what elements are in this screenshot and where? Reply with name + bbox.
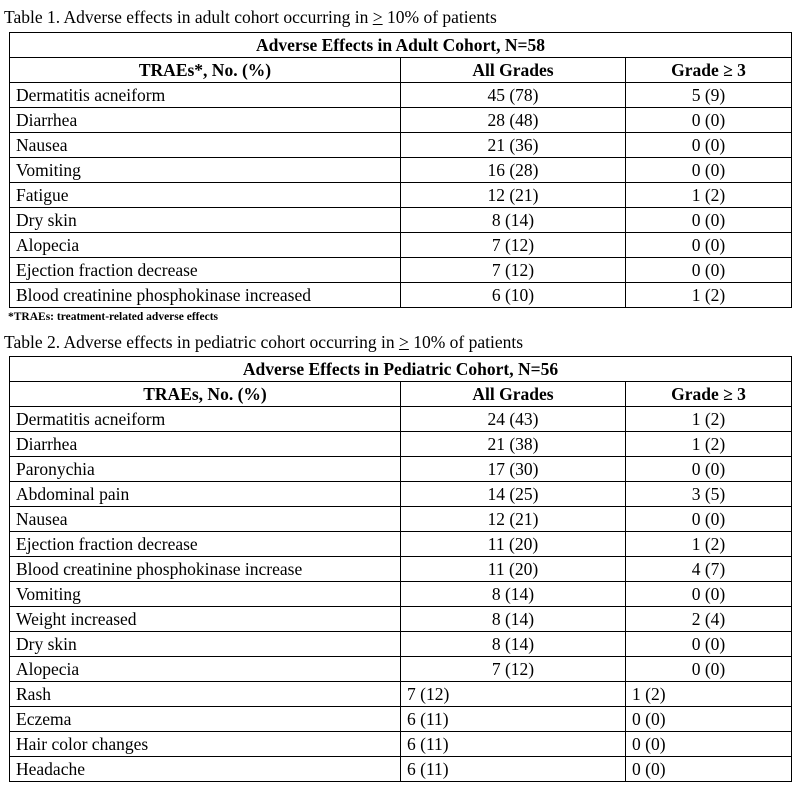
table-row bbox=[10, 283, 792, 308]
table2-title: Adverse Effects in Pediatric Cohort, N=56 bbox=[10, 357, 792, 382]
cell-all-grades: 7 (12) bbox=[401, 657, 626, 682]
cell-grade3: 0 (0) bbox=[626, 707, 792, 732]
table-row bbox=[10, 632, 792, 657]
table-row bbox=[10, 183, 792, 208]
cell-grade3: 0 (0) bbox=[626, 582, 792, 607]
cell-grade3: 0 (0) bbox=[626, 233, 792, 258]
cell-grade3: 0 (0) bbox=[626, 208, 792, 233]
cell-all-grades: 6 (10) bbox=[401, 283, 626, 308]
cell-grade3: 0 (0) bbox=[626, 133, 792, 158]
table-row bbox=[10, 682, 792, 707]
cell-grade3: 1 (2) bbox=[626, 283, 792, 308]
cell-grade3: 0 (0) bbox=[626, 732, 792, 757]
table1-header-traes: TRAEs*, No. (%) bbox=[10, 58, 401, 83]
table-row bbox=[10, 258, 792, 283]
cell-grade3: 0 (0) bbox=[626, 507, 792, 532]
cell-all-grades: 8 (14) bbox=[401, 607, 626, 632]
cell-all-grades: 45 (78) bbox=[401, 83, 626, 108]
table2-caption-suffix: 10% of patients bbox=[408, 332, 524, 352]
table-row bbox=[10, 582, 792, 607]
table2-caption-symbol: > bbox=[398, 332, 409, 352]
cell-adverse-effect: Nausea bbox=[10, 507, 401, 532]
cell-adverse-effect: Alopecia bbox=[10, 657, 401, 682]
cell-grade3: 0 (0) bbox=[626, 632, 792, 657]
table-row bbox=[10, 158, 792, 183]
table-row bbox=[10, 732, 792, 757]
cell-adverse-effect: Dermatitis acneiform bbox=[10, 83, 401, 108]
table-row bbox=[10, 557, 792, 582]
cell-all-grades: 11 (20) bbox=[401, 557, 626, 582]
cell-all-grades: 24 (43) bbox=[401, 407, 626, 432]
cell-grade3: 5 (9) bbox=[626, 83, 792, 108]
table-row bbox=[10, 707, 792, 732]
cell-all-grades: 11 (20) bbox=[401, 532, 626, 557]
cell-all-grades: 7 (12) bbox=[401, 233, 626, 258]
cell-adverse-effect: Abdominal pain bbox=[10, 482, 401, 507]
cell-grade3: 1 (2) bbox=[626, 532, 792, 557]
table-row bbox=[10, 133, 792, 158]
table1-header-grade3: Grade ≥ 3 bbox=[626, 58, 792, 83]
cell-adverse-effect: Blood creatinine phosphokinase increase bbox=[10, 557, 401, 582]
table-row bbox=[10, 657, 792, 682]
cell-grade3: 0 (0) bbox=[626, 158, 792, 183]
cell-all-grades: 7 (12) bbox=[401, 682, 626, 707]
table-row bbox=[10, 607, 792, 632]
table-row bbox=[10, 757, 792, 782]
cell-adverse-effect: Weight increased bbox=[10, 607, 401, 632]
cell-all-grades: 12 (21) bbox=[401, 507, 626, 532]
cell-all-grades: 21 (38) bbox=[401, 432, 626, 457]
cell-adverse-effect: Rash bbox=[10, 682, 401, 707]
cell-grade3: 4 (7) bbox=[626, 557, 792, 582]
cell-all-grades: 16 (28) bbox=[401, 158, 626, 183]
cell-adverse-effect: Vomiting bbox=[10, 158, 401, 183]
table-row bbox=[10, 507, 792, 532]
cell-grade3: 0 (0) bbox=[626, 757, 792, 782]
cell-grade3: 1 (2) bbox=[626, 407, 792, 432]
cell-all-grades: 17 (30) bbox=[401, 457, 626, 482]
table-row bbox=[10, 432, 792, 457]
cell-adverse-effect: Blood creatinine phosphokinase increased bbox=[10, 283, 401, 308]
cell-all-grades: 6 (11) bbox=[401, 732, 626, 757]
cell-adverse-effect: Dry skin bbox=[10, 632, 401, 657]
cell-adverse-effect: Ejection fraction decrease bbox=[10, 258, 401, 283]
table1-caption-prefix: Table 1. Adverse effects in adult cohort occurring in bbox=[4, 7, 373, 27]
cell-grade3: 2 (4) bbox=[626, 607, 792, 632]
cell-adverse-effect: Headache bbox=[10, 757, 401, 782]
table1-title: Adverse Effects in Adult Cohort, N=58 bbox=[10, 33, 792, 58]
table-row bbox=[10, 482, 792, 507]
cell-all-grades: 7 (12) bbox=[401, 258, 626, 283]
table-row bbox=[10, 108, 792, 133]
cell-grade3: 1 (2) bbox=[626, 432, 792, 457]
cell-adverse-effect: Hair color changes bbox=[10, 732, 401, 757]
table1-footnote: *TRAEs: treatment-related adverse effects bbox=[8, 311, 219, 323]
cell-adverse-effect: Dermatitis acneiform bbox=[10, 407, 401, 432]
table1-caption-symbol: > bbox=[372, 7, 383, 27]
cell-adverse-effect: Vomiting bbox=[10, 582, 401, 607]
cell-all-grades: 28 (48) bbox=[401, 108, 626, 133]
cell-grade3: 0 (0) bbox=[626, 457, 792, 482]
table1-caption bbox=[4, 7, 497, 27]
cell-grade3: 1 (2) bbox=[626, 183, 792, 208]
table-row bbox=[10, 457, 792, 482]
cell-grade3: 0 (0) bbox=[626, 657, 792, 682]
cell-adverse-effect: Diarrhea bbox=[10, 432, 401, 457]
table-row bbox=[10, 208, 792, 233]
cell-adverse-effect: Paronychia bbox=[10, 457, 401, 482]
table2-caption-prefix: Table 2. Adverse effects in pediatric cohort occurring in bbox=[4, 332, 399, 352]
table2-header-traes: TRAEs, No. (%) bbox=[10, 382, 401, 407]
cell-adverse-effect: Fatigue bbox=[10, 183, 401, 208]
cell-grade3: 1 (2) bbox=[626, 682, 792, 707]
cell-all-grades: 6 (11) bbox=[401, 757, 626, 782]
table-row bbox=[10, 532, 792, 557]
cell-grade3: 0 (0) bbox=[626, 258, 792, 283]
table2-caption bbox=[4, 332, 523, 352]
cell-all-grades: 21 (36) bbox=[401, 133, 626, 158]
cell-adverse-effect: Diarrhea bbox=[10, 108, 401, 133]
table1-caption-suffix: 10% of patients bbox=[382, 7, 497, 27]
cell-adverse-effect: Nausea bbox=[10, 133, 401, 158]
table1-header-all-grades: All Grades bbox=[401, 58, 626, 83]
cell-grade3: 0 (0) bbox=[626, 108, 792, 133]
cell-all-grades: 8 (14) bbox=[401, 582, 626, 607]
table2-header-grade3: Grade ≥ 3 bbox=[626, 382, 792, 407]
cell-all-grades: 14 (25) bbox=[401, 482, 626, 507]
cell-all-grades: 8 (14) bbox=[401, 632, 626, 657]
cell-all-grades: 12 (21) bbox=[401, 183, 626, 208]
adult-cohort-table bbox=[9, 32, 792, 308]
table-row bbox=[10, 233, 792, 258]
cell-adverse-effect: Dry skin bbox=[10, 208, 401, 233]
table2-header-all-grades: All Grades bbox=[401, 382, 626, 407]
table-row bbox=[10, 83, 792, 108]
cell-grade3: 3 (5) bbox=[626, 482, 792, 507]
cell-all-grades: 8 (14) bbox=[401, 208, 626, 233]
cell-adverse-effect: Eczema bbox=[10, 707, 401, 732]
cell-adverse-effect: Alopecia bbox=[10, 233, 401, 258]
table-row bbox=[10, 407, 792, 432]
pediatric-cohort-table bbox=[9, 356, 792, 782]
cell-adverse-effect: Ejection fraction decrease bbox=[10, 532, 401, 557]
cell-all-grades: 6 (11) bbox=[401, 707, 626, 732]
